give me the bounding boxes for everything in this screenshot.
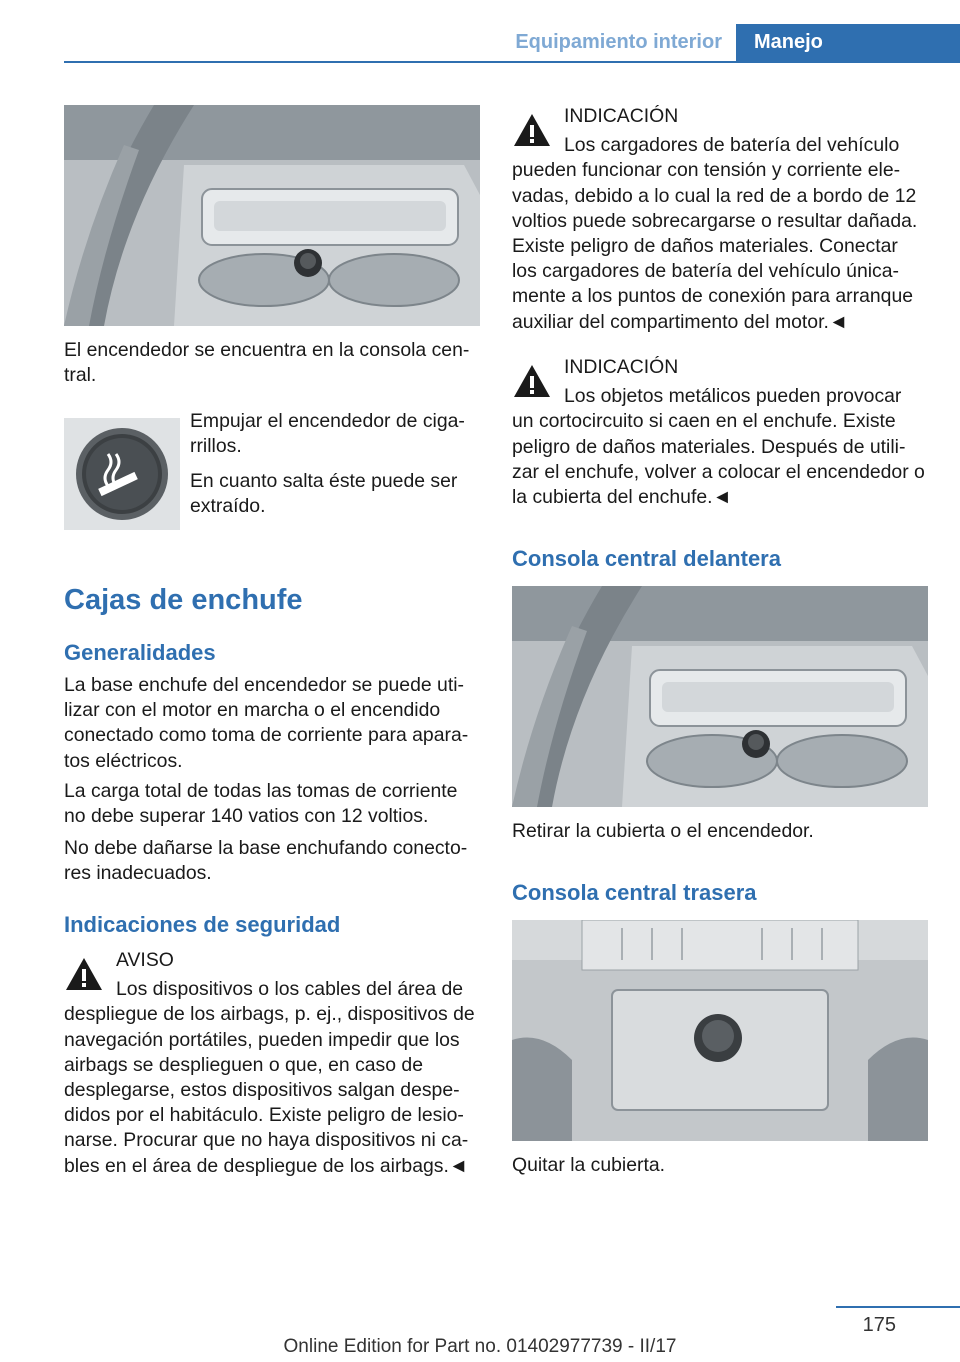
generalidades-paragraph-3: No debe dañarse la base enchufando conecto‐res inadecuados. <box>64 837 468 885</box>
heading-consola-trasera: Consola central trasera <box>512 880 757 905</box>
footer-edition <box>0 1336 960 1358</box>
heading-indicaciones-seguridad: Indicaciones de seguridad <box>64 912 341 937</box>
indicacion-2-title: INDICACIÓN <box>564 356 679 378</box>
aviso-first-line: Los dispositivos o los cables del área de <box>116 978 464 1001</box>
warning-triangle-icon <box>512 112 552 148</box>
footer-edition-text: Online Edition for Part no. 01402977739 - II/17 <box>283 1336 677 1357</box>
rear-console-photo <box>512 920 928 1141</box>
heading-cajas-de-enchufe: Cajas de enchufe <box>64 584 303 616</box>
lighter-text-1: Empujar el encendedor de ciga‐rrillos. <box>190 410 465 458</box>
header-section-label: Equipamiento interior <box>515 31 722 53</box>
footer-rule <box>836 1306 960 1308</box>
page-number: 175 <box>862 1314 896 1336</box>
indicacion-2-body: un cortocircuito si caen en el enchufe. Existe peligro de daños materiales. Después de utili‐zar el enchufe, volver a colocar el encendedor o la cubierta del enchufe.◄ <box>512 410 925 509</box>
indicacion-1-body: pueden funcionar con tensión y corriente ele‐vadas, debido a lo cual la red de a bordo de 12 voltios puede sobrecargarse o resultar dañada. Existe peligro de daños materiales. Conectar los cargadores de batería del vehículo única‐mente a los puntos de conexión para arranque auxiliar del compartimento del motor.◄ <box>512 159 918 333</box>
indicacion-2-block <box>512 355 928 510</box>
header-chapter-label: Manejo <box>754 31 823 53</box>
front-console-photo <box>64 105 480 326</box>
header-chapter-tab <box>736 24 960 61</box>
lighter-text-2: En cuanto salta éste puede ser extraído. <box>190 470 458 518</box>
generalidades-paragraph-1: La base enchufe del encendedor se puede uti‐lizar con el motor en marcha o el encendido conectado como toma de corriente para apara‐tos eléctricos. <box>64 674 469 772</box>
warning-triangle-icon <box>512 363 552 399</box>
header-section-tab <box>494 24 736 61</box>
indicacion-1-title: INDICACIÓN <box>564 105 679 127</box>
aviso-warning-block <box>64 948 480 1179</box>
indicacion-1-first-line: Los cargadores de batería del vehículo <box>564 134 900 157</box>
aviso-body: despliegue de los airbags, p. ej., dispositivos de navegación portátiles, pueden impedir que los airbags se desplieguen o que, en caso de desplegarse, estos dispositivos salgan despe‐didos por el habitáculo. Existe peligro de lesio‐narse. Procurar que no haya dispositivos ni ca‐bles en el área de despliegue de los airbags.◄ <box>64 1003 475 1177</box>
heading-consola-delantera: Consola central delantera <box>512 546 781 571</box>
caption-trasera: Quitar la cubierta. <box>512 1154 666 1176</box>
photo1-caption: El encendedor se encuentra en la consola cen‐tral. <box>64 339 470 387</box>
heading-generalidades: Generalidades <box>64 640 216 665</box>
generalidades-paragraph-2: La carga total de todas las tomas de corriente no debe superar 140 vatios con 12 voltios. <box>64 780 458 828</box>
indicacion-1-block <box>512 104 928 335</box>
indicacion-2-first-line: Los objetos metálicos pueden provocar <box>564 385 902 408</box>
cigarette-lighter-icon <box>64 418 180 530</box>
front-console-photo-2 <box>512 586 928 807</box>
header-rule <box>64 61 960 63</box>
aviso-title: AVISO <box>116 949 174 971</box>
warning-triangle-icon <box>64 956 104 992</box>
caption-delantera: Retirar la cubierta o el encendedor. <box>512 820 814 842</box>
